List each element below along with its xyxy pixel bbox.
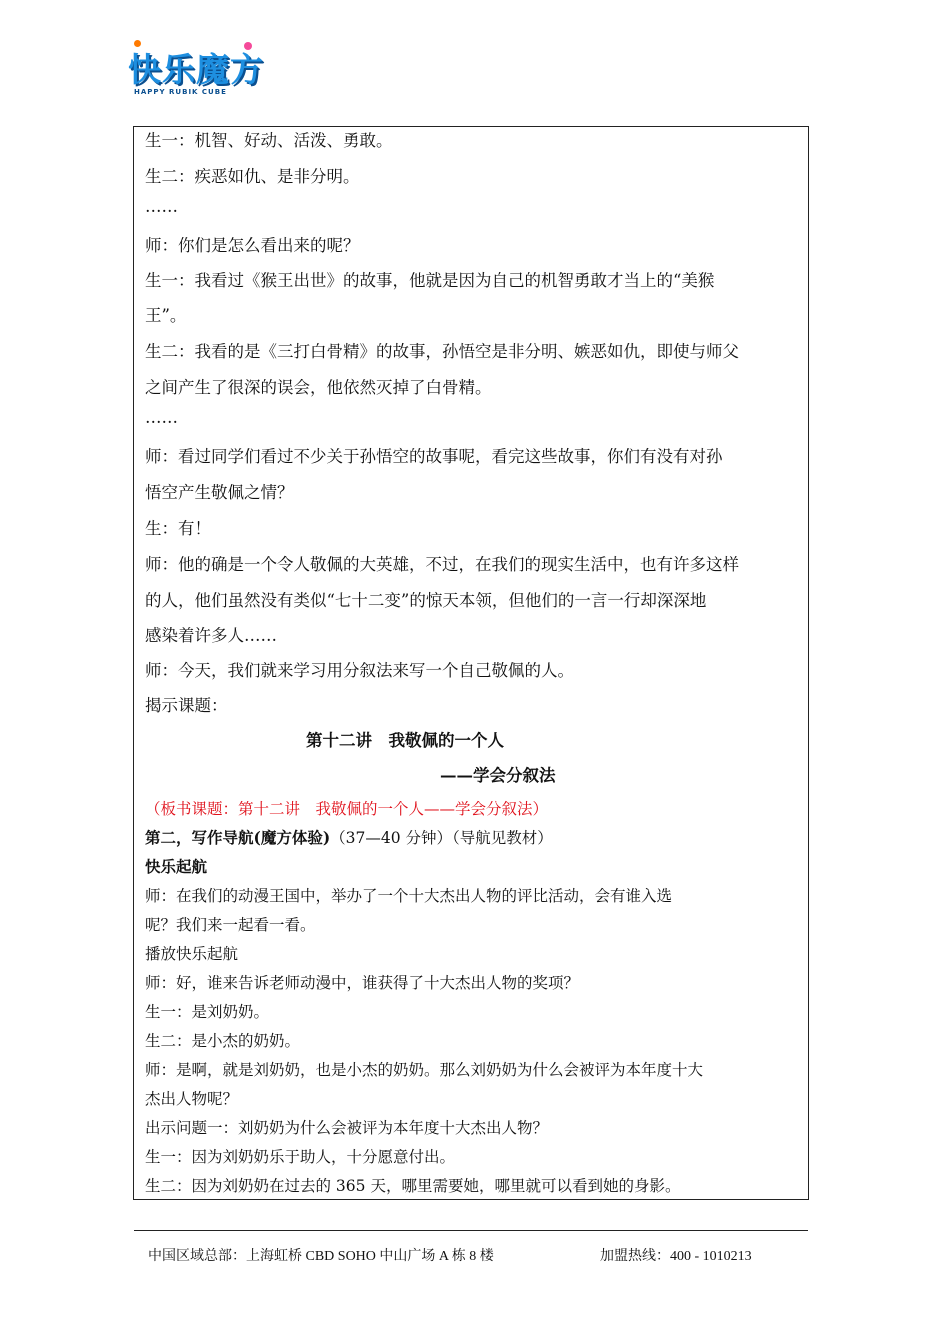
text-line: 出示问题一：刘奶奶为什么会被评为本年度十大杰出人物？ (145, 1119, 549, 1137)
section-heading-bold: 第二，写作导航(魔方体验) (145, 828, 331, 847)
text-line: 师：好，谁来告诉老师动漫中，谁获得了十大杰出人物的奖项？ (145, 974, 580, 992)
text-line: 生：有！ (145, 519, 211, 538)
text-line: 生二：疾恶如仇、是非分明。 (145, 167, 360, 186)
text-line: 师：你们是怎么看出来的呢？ (145, 236, 360, 255)
logo (128, 44, 268, 106)
text-line: 生一：我看过《猴王出世》的故事，他就是因为自己的机智勇敢才当上的“美猴 (145, 271, 715, 290)
text-line: 师：今天，我们就来学习用分叙法来写一个自己敬佩的人。 (145, 661, 574, 680)
text-line: 生一：因为刘奶奶乐于助人，十分愿意付出。 (145, 1148, 456, 1166)
text-line: 杰出人物呢？ (145, 1090, 239, 1108)
text-line: 生二：因为刘奶奶在过去的 365 天，哪里需要她，哪里就可以看到她的身影。 (145, 1177, 681, 1195)
text-line: …… (145, 197, 178, 216)
text-line: 播放快乐起航 (145, 945, 239, 963)
text-line: 师：看过同学们看过不少关于孙悟空的故事呢，看完这些故事，你们有没有对孙 (145, 447, 723, 466)
text-line: 悟空产生敬佩之情？ (145, 483, 294, 502)
footer-address: 中国区域总部：上海虹桥 CBD SOHO 中山广场 A 栋 8 楼 (148, 1249, 494, 1264)
text-line: 王”。 (145, 306, 187, 325)
text-line: 生一：是刘奶奶。 (145, 1003, 270, 1021)
subsection-heading: 快乐起航 (145, 857, 208, 876)
section-heading (145, 826, 553, 848)
lesson-subtitle: ——学会分叙法 (440, 766, 556, 785)
logo-text: 快乐魔方 (128, 50, 264, 89)
text-line: 师：在我们的动漫王国中，举办了一个十大杰出人物的评比活动，会有谁入选 (145, 887, 673, 905)
text-line: 生二：我看的是《三打白骨精》的故事，孙悟空是非分明、嫉恶如仇，即使与师父 (145, 342, 739, 361)
footer-hotline: 加盟热线：400 - 1010213 (600, 1249, 752, 1264)
lesson-title: 第十二讲 我敬佩的一个人 (306, 731, 504, 750)
text-line: 揭示课题： (145, 696, 228, 715)
text-line: 感染着许多人…… (145, 626, 277, 645)
board-note: （板书课题：第十二讲 我敬佩的一个人——学会分叙法） (145, 800, 549, 818)
text-line: …… (145, 408, 178, 427)
logo-subtitle: HAPPY RUBIK CUBE (134, 88, 227, 96)
text-line: 生一：机智、好动、活泼、勇敢。 (145, 131, 393, 150)
section-heading-detail: （37—40 分钟）（导航见教材） (330, 829, 553, 847)
text-line: 生二：是小杰的奶奶。 (145, 1032, 301, 1050)
text-line: 的人，他们虽然没有类似“七十二变”的惊天本领，但他们的一言一行却深深地 (145, 591, 707, 610)
text-line: 师：他的确是一个令人敬佩的大英雄，不过，在我们的现实生活中，也有许多这样 (145, 555, 739, 574)
text-line: 之间产生了很深的误会，他依然灭掉了白骨精。 (145, 378, 492, 397)
text-line: 师：是啊，就是刘奶奶，也是小杰的奶奶。那么刘奶奶为什么会被评为本年度十大 (145, 1061, 704, 1079)
footer-divider (134, 1230, 808, 1231)
text-line: 呢？我们来一起看一看。 (145, 916, 316, 934)
